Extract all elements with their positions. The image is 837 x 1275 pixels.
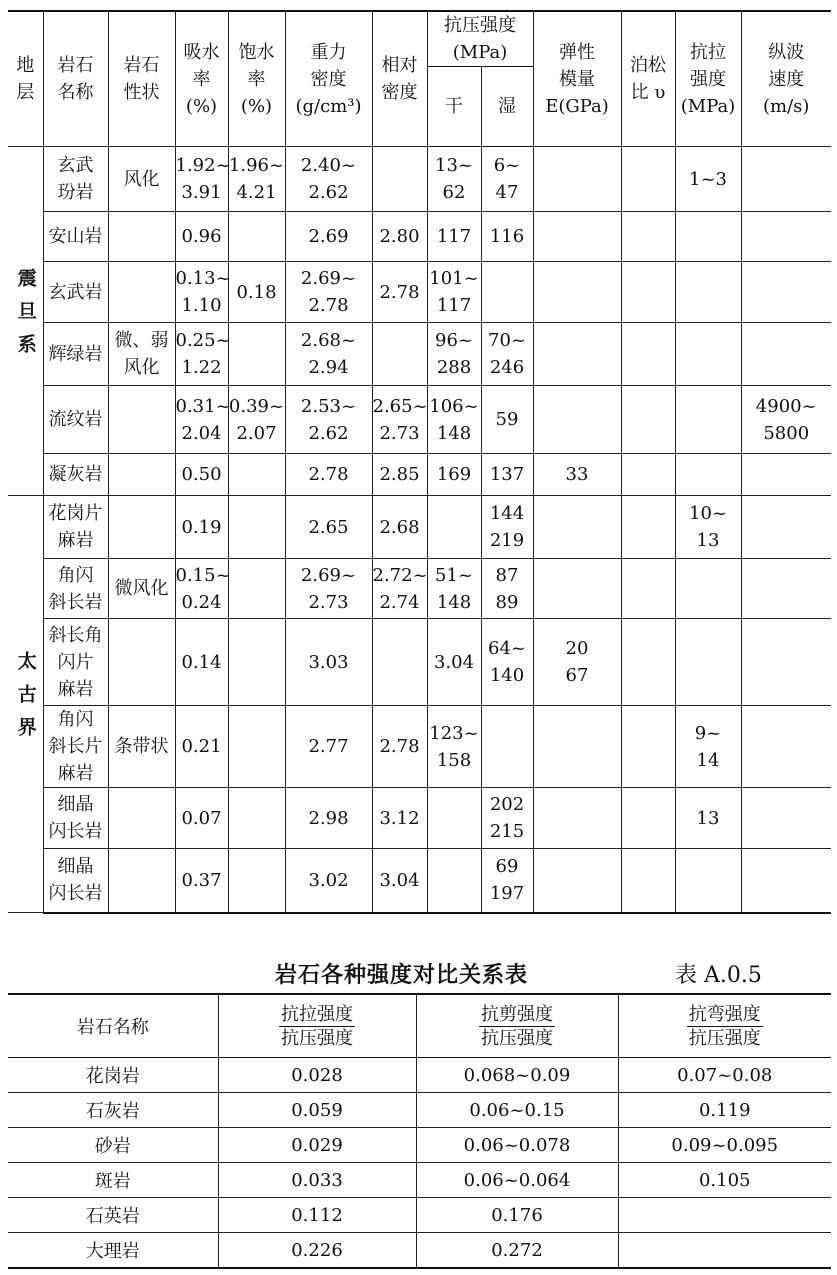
- cell-rock-name: 辉绿岩: [43, 323, 108, 386]
- cell-wet-strength: 64~ 140: [481, 619, 533, 706]
- cell-relative-density: 2.68: [372, 496, 427, 559]
- table-number: 表 A.0.5: [675, 963, 762, 988]
- cell-water-absorption: 0.07: [175, 788, 228, 849]
- cell-rock-state: [108, 454, 175, 496]
- cell-dry-strength: 51~ 148: [427, 559, 481, 619]
- cell-saturation: 0.18: [228, 262, 285, 323]
- cell-rock-name: 角闪 斜长岩: [43, 559, 108, 619]
- cell-rock-name: 流纹岩: [43, 386, 108, 454]
- cell-wet-strength: 59: [481, 386, 533, 454]
- header-saturation: 饱水 率 (%): [228, 11, 285, 147]
- cell-gravity-density: 2.69~ 2.78: [285, 262, 372, 323]
- cell-rock-name: 细晶 闪长岩: [43, 788, 108, 849]
- cell-saturation: [228, 559, 285, 619]
- cell-dry-strength: 123~ 158: [427, 706, 481, 788]
- cell-wet-strength: 202 215: [481, 788, 533, 849]
- table-row: [8, 212, 831, 262]
- table-row: [8, 849, 831, 913]
- table-row: [8, 1093, 831, 1128]
- cell-elastic-modulus: [533, 147, 621, 212]
- cell-gravity-density: 2.40~ 2.62: [285, 147, 372, 212]
- cell-tensile-strength: [675, 323, 741, 386]
- cell-bending-ratio: 0.09~0.095: [618, 1128, 831, 1163]
- cell-saturation: [228, 788, 285, 849]
- cell-rock-state: [108, 212, 175, 262]
- cell-poisson-ratio: [621, 147, 675, 212]
- table-row: [8, 706, 831, 788]
- cell-elastic-modulus: [533, 706, 621, 788]
- table-row: [8, 1198, 831, 1233]
- cell-wet-strength: [481, 706, 533, 788]
- table-title: 岩石各种强度对比关系表: [275, 963, 529, 988]
- cell-relative-density: 2.85: [372, 454, 427, 496]
- table-row: [8, 262, 831, 323]
- cell-rock-name: 凝灰岩: [43, 454, 108, 496]
- cell-poisson-ratio: [621, 323, 675, 386]
- header-rock-name: 岩石名称: [8, 994, 218, 1058]
- cell-dry-strength: 13~ 62: [427, 147, 481, 212]
- cell-tensile-ratio: 0.028: [218, 1058, 416, 1093]
- cell-dry-strength: [427, 788, 481, 849]
- cell-relative-density: 3.04: [372, 849, 427, 913]
- cell-poisson-ratio: [621, 706, 675, 788]
- cell-elastic-modulus: [533, 849, 621, 913]
- cell-poisson-ratio: [621, 454, 675, 496]
- table-row: [8, 496, 831, 559]
- cell-bending-ratio: 0.119: [618, 1093, 831, 1128]
- cell-saturation: [228, 323, 285, 386]
- cell-bending-ratio: 0.105: [618, 1163, 831, 1198]
- cell-saturation: 0.39~ 2.07: [228, 386, 285, 454]
- cell-relative-density: [372, 619, 427, 706]
- table-row: [8, 788, 831, 849]
- cell-elastic-modulus: [533, 496, 621, 559]
- cell-shear-ratio: 0.06~0.15: [416, 1093, 618, 1128]
- cell-tensile-strength: 9~ 14: [675, 706, 741, 788]
- cell-water-absorption: 0.14: [175, 619, 228, 706]
- table-row: [8, 1233, 831, 1269]
- cell-wet-strength: [481, 262, 533, 323]
- cell-elastic-modulus: [533, 559, 621, 619]
- cell-rock-state: 微风化: [108, 559, 175, 619]
- cell-shear-ratio: 0.176: [416, 1198, 618, 1233]
- cell-gravity-density: 2.69~ 2.73: [285, 559, 372, 619]
- table-row: [8, 1163, 831, 1198]
- cell-shear-ratio: 0.272: [416, 1233, 618, 1269]
- cell-dry-strength: 96~ 288: [427, 323, 481, 386]
- cell-wave-speed: [741, 849, 831, 913]
- cell-rock-name: 斜长角 闪片 麻岩: [43, 619, 108, 706]
- cell-dry-strength: [427, 849, 481, 913]
- header-dry: 干: [427, 67, 481, 147]
- header-compressive-strength: 抗压强度 (MPa): [427, 11, 533, 67]
- cell-dry-strength: 101~ 117: [427, 262, 481, 323]
- header-tensile-strength: 抗拉 强度 (MPa): [675, 11, 741, 147]
- cell-tensile-strength: [675, 386, 741, 454]
- table-row: [8, 559, 831, 619]
- cell-saturation: 1.96~ 4.21: [228, 147, 285, 212]
- stratum-group: 太古界: [8, 496, 43, 913]
- cell-dry-strength: 117: [427, 212, 481, 262]
- cell-shear-ratio: 0.068~0.09: [416, 1058, 618, 1093]
- cell-rock-name: 石灰岩: [8, 1093, 218, 1128]
- cell-tensile-ratio: 0.029: [218, 1128, 416, 1163]
- header-row-1: [8, 11, 831, 67]
- cell-rock-state: 条带状: [108, 706, 175, 788]
- cell-poisson-ratio: [621, 386, 675, 454]
- cell-poisson-ratio: [621, 788, 675, 849]
- cell-poisson-ratio: [621, 559, 675, 619]
- cell-bending-ratio: 0.07~0.08: [618, 1058, 831, 1093]
- cell-tensile-strength: [675, 454, 741, 496]
- cell-wet-strength: 6~ 47: [481, 147, 533, 212]
- cell-bending-ratio: [618, 1233, 831, 1269]
- cell-rock-name: 砂岩: [8, 1128, 218, 1163]
- cell-water-absorption: 0.19: [175, 496, 228, 559]
- cell-tensile-ratio: 0.112: [218, 1198, 416, 1233]
- cell-saturation: [228, 454, 285, 496]
- cell-wave-speed: [741, 212, 831, 262]
- cell-saturation: [228, 706, 285, 788]
- cell-water-absorption: 0.15~ 0.24: [175, 559, 228, 619]
- cell-bending-ratio: [618, 1198, 831, 1233]
- cell-elastic-modulus: [533, 262, 621, 323]
- cell-saturation: [228, 619, 285, 706]
- stratum-group: 震旦系: [8, 147, 43, 496]
- cell-rock-name: 玄武岩: [43, 262, 108, 323]
- header-poisson: 泊松 比 υ: [621, 11, 675, 147]
- cell-rock-state: [108, 386, 175, 454]
- cell-tensile-ratio: 0.059: [218, 1093, 416, 1128]
- cell-gravity-density: 2.69: [285, 212, 372, 262]
- cell-wave-speed: [741, 559, 831, 619]
- header-bending-ratio: $\frac{\text{抗弯强度}}{\text{抗压强度}}$: [618, 994, 831, 1058]
- cell-poisson-ratio: [621, 619, 675, 706]
- cell-saturation: [228, 212, 285, 262]
- cell-rock-state: [108, 496, 175, 559]
- cell-tensile-strength: 13: [675, 788, 741, 849]
- cell-rock-name: 玄武 玢岩: [43, 147, 108, 212]
- cell-relative-density: 2.78: [372, 706, 427, 788]
- cell-rock-name: 细晶 闪长岩: [43, 849, 108, 913]
- header-water-absorption: 吸水 率 (%): [175, 11, 228, 147]
- cell-relative-density: 2.72~ 2.74: [372, 559, 427, 619]
- cell-gravity-density: 2.78: [285, 454, 372, 496]
- cell-tensile-strength: [675, 212, 741, 262]
- cell-gravity-density: 3.03: [285, 619, 372, 706]
- cell-water-absorption: 0.96: [175, 212, 228, 262]
- strength-ratio-table: [8, 993, 831, 1269]
- header-stratum: 地层: [8, 11, 43, 147]
- cell-relative-density: 3.12: [372, 788, 427, 849]
- cell-rock-state: [108, 849, 175, 913]
- cell-wet-strength: 116: [481, 212, 533, 262]
- cell-tensile-ratio: 0.033: [218, 1163, 416, 1198]
- cell-wave-speed: [741, 788, 831, 849]
- cell-tensile-strength: [675, 262, 741, 323]
- cell-poisson-ratio: [621, 262, 675, 323]
- header-shear-ratio: $\frac{\text{抗剪强度}}{\text{抗压强度}}$: [416, 994, 618, 1058]
- table-row: [8, 619, 831, 706]
- cell-dry-strength: 106~ 148: [427, 386, 481, 454]
- cell-rock-state: [108, 619, 175, 706]
- cell-rock-state: 风化: [108, 147, 175, 212]
- cell-relative-density: 2.65~ 2.73: [372, 386, 427, 454]
- cell-relative-density: 2.78: [372, 262, 427, 323]
- cell-wave-speed: 4900~ 5800: [741, 386, 831, 454]
- cell-rock-name: 大理岩: [8, 1233, 218, 1269]
- cell-gravity-density: 2.53~ 2.62: [285, 386, 372, 454]
- cell-tensile-strength: [675, 619, 741, 706]
- cell-relative-density: 2.80: [372, 212, 427, 262]
- cell-elastic-modulus: [533, 386, 621, 454]
- cell-water-absorption: 0.37: [175, 849, 228, 913]
- cell-tensile-strength: [675, 559, 741, 619]
- table-row: [8, 147, 831, 212]
- cell-wave-speed: [741, 262, 831, 323]
- cell-poisson-ratio: [621, 849, 675, 913]
- cell-rock-name: 石英岩: [8, 1198, 218, 1233]
- cell-elastic-modulus: [533, 788, 621, 849]
- cell-dry-strength: 169: [427, 454, 481, 496]
- cell-wave-speed: [741, 619, 831, 706]
- cell-rock-name: 花岗岩: [8, 1058, 218, 1093]
- cell-gravity-density: 2.68~ 2.94: [285, 323, 372, 386]
- cell-wet-strength: 137: [481, 454, 533, 496]
- rock-properties-table: [8, 10, 831, 914]
- header-row: [8, 994, 831, 1058]
- cell-tensile-strength: 10~ 13: [675, 496, 741, 559]
- cell-wave-speed: [741, 706, 831, 788]
- cell-gravity-density: 2.98: [285, 788, 372, 849]
- cell-saturation: [228, 496, 285, 559]
- header-rock-state: 岩石 性状: [108, 11, 175, 147]
- cell-poisson-ratio: [621, 496, 675, 559]
- header-wave-speed: 纵波 速度 (m/s): [741, 11, 831, 147]
- cell-wet-strength: 144 219: [481, 496, 533, 559]
- cell-elastic-modulus: [533, 323, 621, 386]
- cell-wave-speed: [741, 323, 831, 386]
- table-row: [8, 1128, 831, 1163]
- cell-dry-strength: 3.04: [427, 619, 481, 706]
- cell-tensile-ratio: 0.226: [218, 1233, 416, 1269]
- cell-shear-ratio: 0.06~0.078: [416, 1128, 618, 1163]
- cell-wave-speed: [741, 496, 831, 559]
- cell-poisson-ratio: [621, 212, 675, 262]
- cell-shear-ratio: 0.06~0.064: [416, 1163, 618, 1198]
- cell-wave-speed: [741, 454, 831, 496]
- cell-elastic-modulus: 33: [533, 454, 621, 496]
- cell-elastic-modulus: 20 67: [533, 619, 621, 706]
- cell-water-absorption: 0.13~ 1.10: [175, 262, 228, 323]
- cell-elastic-modulus: [533, 212, 621, 262]
- cell-gravity-density: 3.02: [285, 849, 372, 913]
- cell-relative-density: [372, 323, 427, 386]
- cell-water-absorption: 0.21: [175, 706, 228, 788]
- table-row: [8, 386, 831, 454]
- cell-wet-strength: 70~ 246: [481, 323, 533, 386]
- cell-water-absorption: 0.50: [175, 454, 228, 496]
- cell-water-absorption: 0.31~ 2.04: [175, 386, 228, 454]
- table-row: [8, 1058, 831, 1093]
- cell-gravity-density: 2.77: [285, 706, 372, 788]
- header-elastic-modulus: 弹性 模量 E(GPa): [533, 11, 621, 147]
- header-relative-density: 相对 密度: [372, 11, 427, 147]
- cell-rock-name: 安山岩: [43, 212, 108, 262]
- header-wet: 湿: [481, 67, 533, 147]
- cell-tensile-strength: 1~3: [675, 147, 741, 212]
- cell-water-absorption: 0.25~ 1.22: [175, 323, 228, 386]
- cell-relative-density: [372, 147, 427, 212]
- header-tensile-ratio: $\frac{\text{抗拉强度}}{\text{抗压强度}}$: [218, 994, 416, 1058]
- cell-wet-strength: 87 89: [481, 559, 533, 619]
- cell-rock-name: 角闪 斜长片 麻岩: [43, 706, 108, 788]
- table-row: [8, 454, 831, 496]
- cell-wet-strength: 69 197: [481, 849, 533, 913]
- cell-rock-name: 斑岩: [8, 1163, 218, 1198]
- cell-saturation: [228, 849, 285, 913]
- cell-rock-state: [108, 262, 175, 323]
- cell-gravity-density: 2.65: [285, 496, 372, 559]
- cell-rock-state: 微、弱 风化: [108, 323, 175, 386]
- header-rock-name: 岩石 名称: [43, 11, 108, 147]
- table-row: [8, 323, 831, 386]
- cell-tensile-strength: [675, 849, 741, 913]
- cell-water-absorption: 1.92~ 3.91: [175, 147, 228, 212]
- cell-rock-name: 花岗片 麻岩: [43, 496, 108, 559]
- cell-rock-state: [108, 788, 175, 849]
- cell-dry-strength: [427, 496, 481, 559]
- cell-wave-speed: [741, 147, 831, 212]
- header-gravity-density: 重力 密度 (g/cm³): [285, 11, 372, 147]
